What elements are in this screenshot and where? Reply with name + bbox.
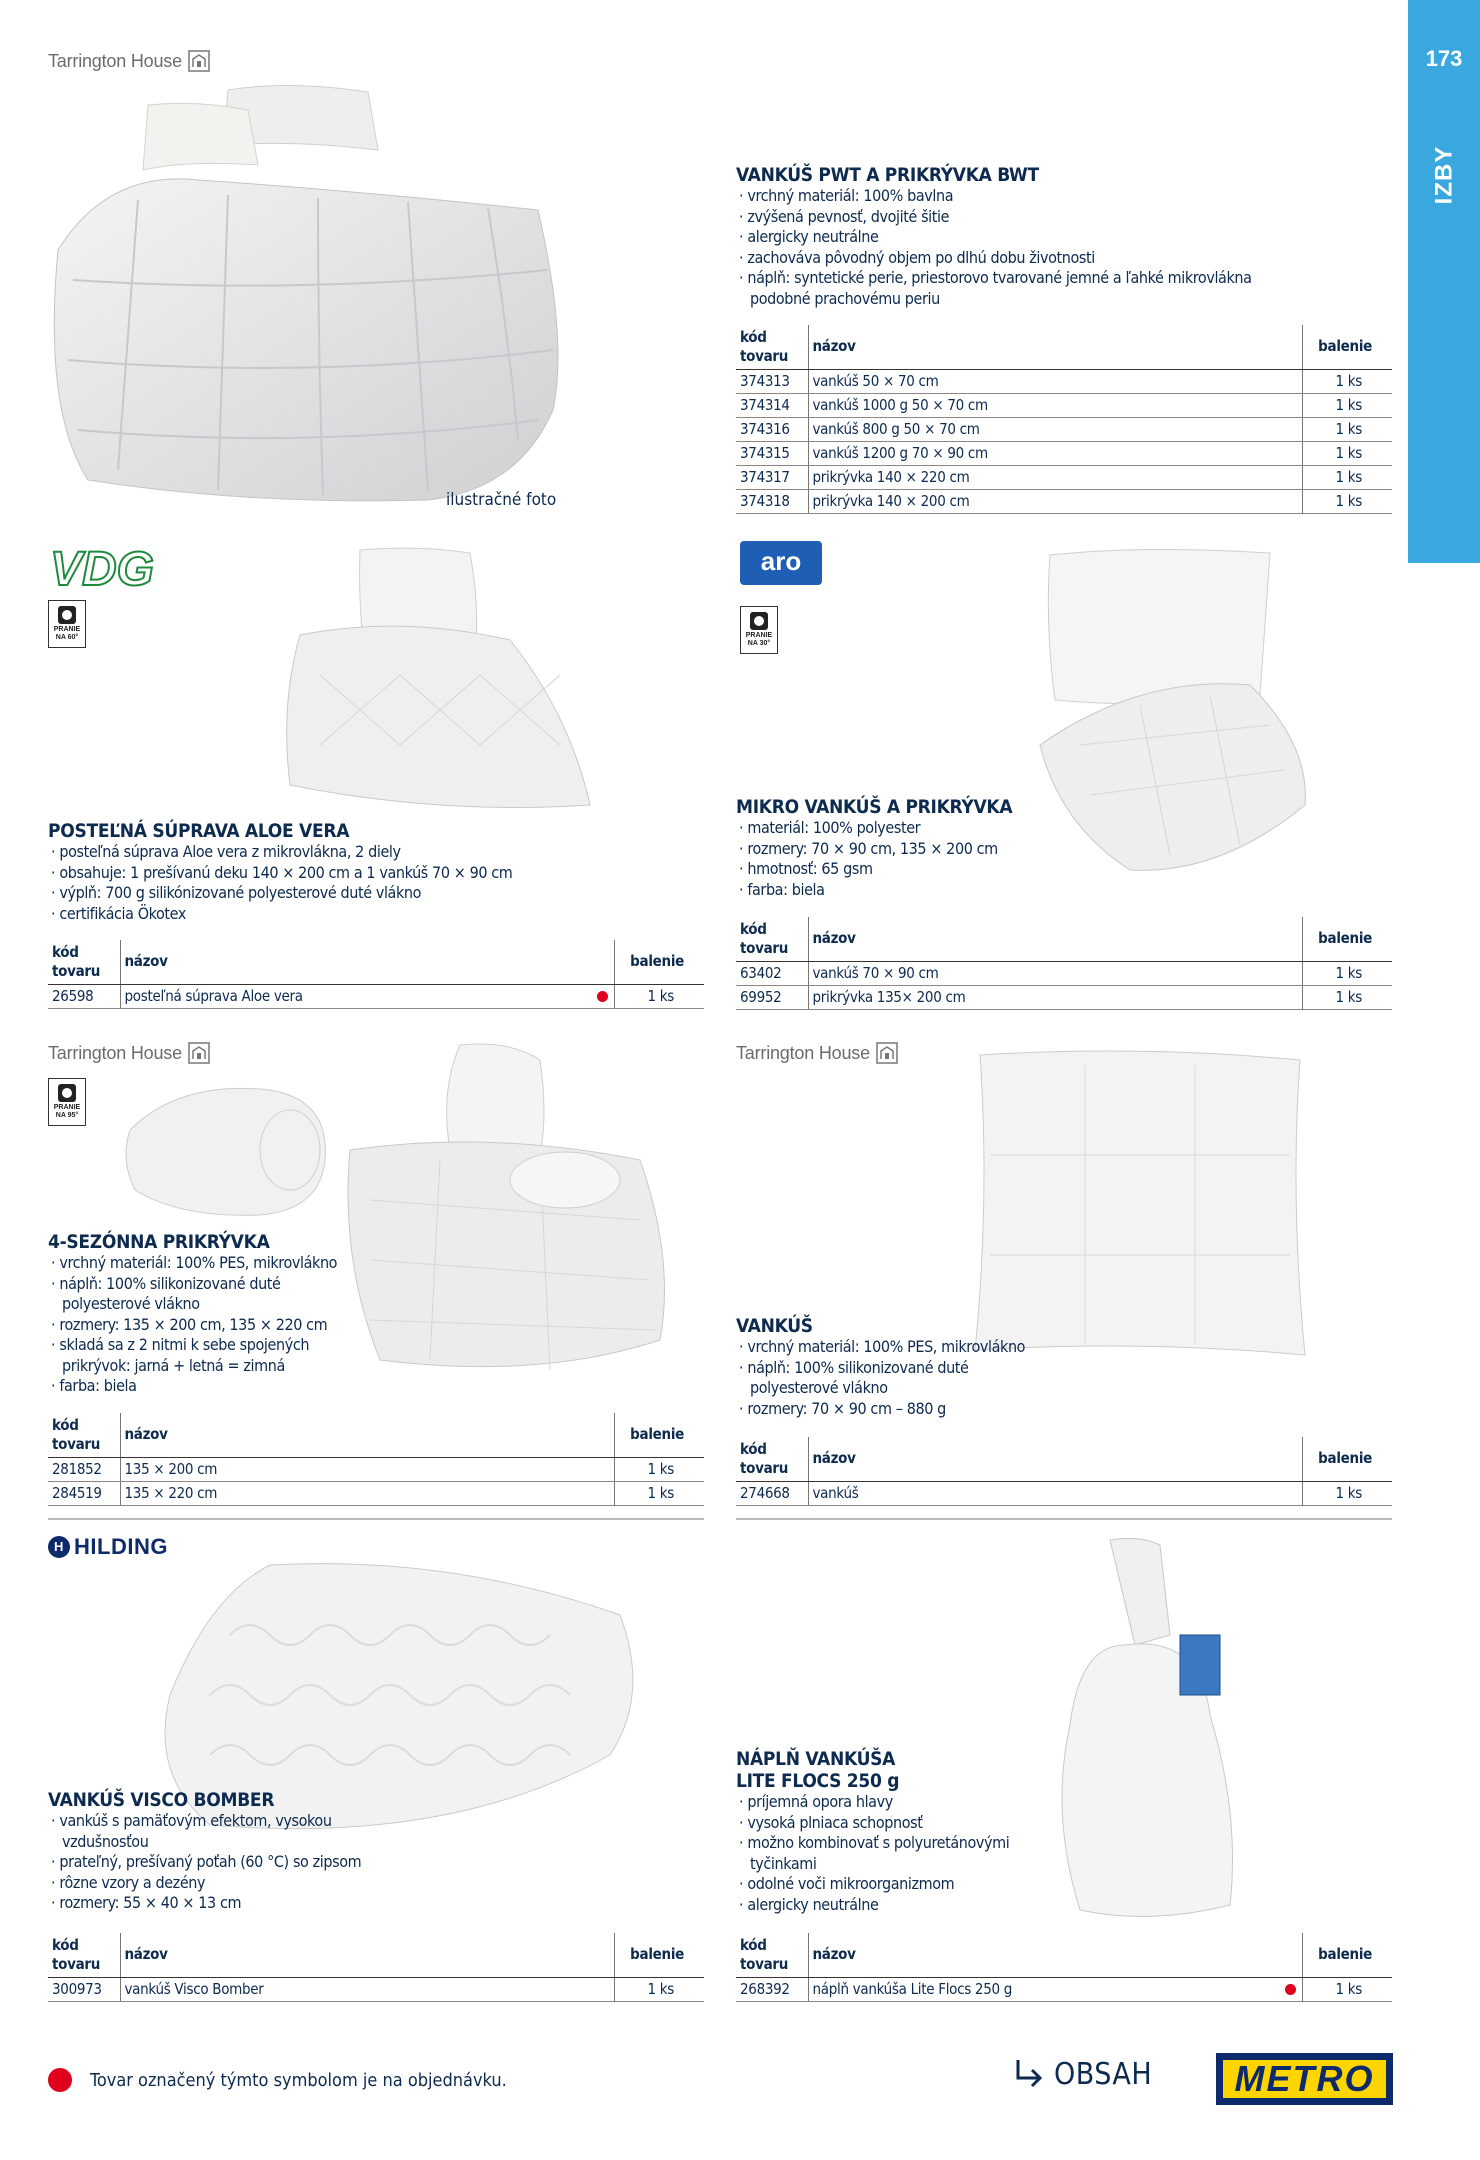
feature-item: · farba: biela <box>48 1376 348 1397</box>
col-pack: balenie <box>614 1933 704 1977</box>
cell-name: vankúš Visco Bomber <box>120 1977 614 2001</box>
feature-item: · alergicky neutrálne <box>736 227 1296 248</box>
feature-item: · rozmery: 55 × 40 × 13 cm <box>48 1893 368 1914</box>
cell-pack: 1 ks <box>614 1457 704 1481</box>
table-row <box>736 393 1392 417</box>
feature-item: · vrchný materiál: 100% bavlna <box>736 186 1296 207</box>
table-header-row <box>48 940 704 984</box>
order-marker <box>1280 1977 1302 2001</box>
table-row <box>736 489 1392 513</box>
cell-name: prikrývka 140 × 200 cm <box>808 489 1302 513</box>
washing-icon <box>58 1084 76 1102</box>
divider <box>48 1518 704 1520</box>
table-row <box>736 961 1392 985</box>
col-pack: balenie <box>614 1413 704 1457</box>
table-row <box>48 1457 704 1481</box>
cell-pack: 1 ks <box>1302 393 1392 417</box>
col-code: kód tovaru <box>736 1437 808 1481</box>
aloe-vera-set-photo <box>280 545 600 815</box>
col-code: kód tovaru <box>736 325 808 369</box>
product-title: VANKÚŠ VISCO BOMBER <box>48 1789 275 1811</box>
feature-list <box>48 842 688 924</box>
product-title: VANKÚŠ <box>736 1315 813 1337</box>
col-name: názov <box>120 940 592 984</box>
cell-code: 300973 <box>48 1977 120 2001</box>
cell-name: vankúš 50 × 70 cm <box>808 369 1302 393</box>
feature-item: · náplň: 100% silikonizované duté polyesterové vlákno <box>48 1274 348 1315</box>
order-note <box>48 2068 507 2092</box>
cell-code: 374314 <box>736 393 808 417</box>
hilding-emblem-icon: H <box>48 1536 70 1558</box>
col-code: kód tovaru <box>48 1933 120 1977</box>
col-pack: balenie <box>1302 325 1392 369</box>
table-header-row <box>736 1437 1392 1481</box>
product-title: POSTEĽNÁ SÚPRAVA ALOE VERA <box>48 820 350 842</box>
col-order <box>1280 1933 1302 1977</box>
four-season-duvet-photo <box>340 1040 680 1380</box>
table-header-row <box>48 1933 704 1977</box>
product-title: NÁPLŇ VANKÚŠA LITE FLOCS 250 g <box>736 1748 900 1792</box>
product-table <box>48 940 704 1009</box>
feature-item: · výplň: 700 g silikónizované polyesterové duté vlákno <box>48 883 688 904</box>
house-icon <box>188 50 210 72</box>
table-row <box>736 441 1392 465</box>
feature-list <box>48 1253 348 1397</box>
cell-pack: 1 ks <box>614 1481 704 1505</box>
feature-item: · skladá sa z 2 nitmi k sebe spojených prikrývok: jarná + letná = zimná <box>48 1335 348 1376</box>
brand-tarrington-house: Tarrington House <box>48 50 210 72</box>
product-table <box>48 1413 704 1506</box>
feature-list <box>48 1811 368 1914</box>
cell-pack: 1 ks <box>1302 489 1392 513</box>
col-pack: balenie <box>1302 1437 1392 1481</box>
cell-name: vankúš 1200 g 70 × 90 cm <box>808 441 1302 465</box>
cell-name: vankúš <box>808 1481 1302 1505</box>
cell-pack: 1 ks <box>1302 961 1392 985</box>
product-table <box>736 917 1392 1010</box>
feature-list <box>736 186 1296 309</box>
wash-30-badge: PRANIE NA 30° <box>740 606 778 654</box>
cell-code: 374317 <box>736 465 808 489</box>
cell-pack: 1 ks <box>1302 369 1392 393</box>
cell-name: posteľná súprava Aloe vera <box>120 984 592 1008</box>
duvet-set-photo <box>48 80 568 510</box>
product-title: VANKÚŠ PWT A PRIKRÝVKA BWT <box>736 164 1039 186</box>
aro-logo: aro <box>740 541 822 585</box>
col-name: názov <box>808 1437 1302 1481</box>
feature-item: · možno kombinovať s polyuretánovými tyčinkami <box>736 1833 1036 1874</box>
feature-item: · náplň: 100% silikonizované duté polyesterové vlákno <box>736 1358 1036 1399</box>
cell-name: vankúš 70 × 90 cm <box>808 961 1302 985</box>
cell-pack: 1 ks <box>1302 1977 1392 2001</box>
contents-link[interactable]: OBSAH <box>1012 2056 1152 2092</box>
product-title: 4-SEZÓNNA PRIKRÝVKA <box>48 1231 270 1253</box>
feature-item: · alergicky neutrálne <box>736 1895 1036 1916</box>
col-order <box>592 940 614 984</box>
cell-code: 374315 <box>736 441 808 465</box>
table-row <box>736 1977 1392 2001</box>
col-name: názov <box>808 325 1302 369</box>
feature-item: · príjemná opora hlavy <box>736 1792 1036 1813</box>
feature-item: · rozmery: 70 × 90 cm, 135 × 200 cm <box>736 839 1036 860</box>
col-pack: balenie <box>614 940 704 984</box>
cell-code: 374313 <box>736 369 808 393</box>
feature-item: · rozmery: 70 × 90 cm – 880 g <box>736 1399 1036 1420</box>
feature-item: · zachováva pôvodný objem po dlhú dobu životnosti <box>736 248 1296 269</box>
order-marker <box>592 984 614 1008</box>
order-note-text: Tovar označený týmto symbolom je na objednávku. <box>90 2069 507 2091</box>
wash-60-badge: PRANIE NA 60° <box>48 600 86 648</box>
col-code: kód tovaru <box>736 1933 808 1977</box>
table-row <box>48 984 704 1008</box>
pillow-photo <box>970 1050 1310 1360</box>
cell-code: 284519 <box>48 1481 120 1505</box>
cell-name: prikrývka 140 × 220 cm <box>808 465 1302 489</box>
col-code: kód tovaru <box>736 917 808 961</box>
cell-name: prikrývka 135× 200 cm <box>808 985 1302 1009</box>
product-table <box>48 1933 704 2002</box>
svg-text:VDG: VDG <box>50 543 155 593</box>
table-row <box>736 369 1392 393</box>
col-name: názov <box>808 917 1302 961</box>
col-name: názov <box>808 1933 1280 1977</box>
cell-pack: 1 ks <box>1302 1481 1392 1505</box>
section-label: IZBY <box>1430 145 1458 205</box>
order-dot-icon <box>597 991 608 1002</box>
cell-code: 374316 <box>736 417 808 441</box>
col-name: názov <box>120 1933 614 1977</box>
house-icon <box>876 1042 898 1064</box>
product-table <box>736 1933 1392 2002</box>
divider <box>736 1518 1392 1520</box>
section-tab <box>1408 0 1480 563</box>
feature-item: · vrchný materiál: 100% PES, mikrovlákno <box>736 1337 1036 1358</box>
feature-item: · materiál: 100% polyester <box>736 818 1036 839</box>
cell-pack: 1 ks <box>1302 441 1392 465</box>
cell-code: 63402 <box>736 961 808 985</box>
table-row <box>736 985 1392 1009</box>
feature-list <box>736 818 1036 900</box>
wash-95-badge: PRANIE NA 95° <box>48 1078 86 1126</box>
col-pack: balenie <box>1302 917 1392 961</box>
table-header-row <box>736 917 1392 961</box>
feature-item: · certifikácia Ökotex <box>48 904 688 925</box>
table-row <box>48 1977 704 2001</box>
feature-item: · vysoká plniaca schopnosť <box>736 1813 1036 1834</box>
brand-tarrington-house: Tarrington House <box>48 1042 210 1064</box>
cell-code: 26598 <box>48 984 120 1008</box>
feature-item: · rozmery: 135 × 200 cm, 135 × 220 cm <box>48 1315 348 1336</box>
feature-item: · farba: biela <box>736 880 1036 901</box>
feature-list <box>736 1792 1036 1915</box>
house-icon <box>188 1042 210 1064</box>
page-number: 173 <box>1425 46 1463 71</box>
washing-icon <box>58 606 76 624</box>
product-title: MIKRO VANKÚŠ A PRIKRÝVKA <box>736 796 1013 818</box>
feature-item: · vankúš s pamäťovým efektom, vysokou vzdušnosťou <box>48 1811 368 1852</box>
cell-code: 69952 <box>736 985 808 1009</box>
cell-code: 274668 <box>736 1481 808 1505</box>
micro-pillow-duvet-photo <box>1020 545 1320 875</box>
washing-icon <box>750 612 768 630</box>
table-row <box>48 1481 704 1505</box>
cell-pack: 1 ks <box>1302 465 1392 489</box>
pillow-filling-bag-photo <box>1050 1535 1250 1920</box>
cell-name: vankúš 1000 g 50 × 70 cm <box>808 393 1302 417</box>
feature-item: · prateľný, prešívaný poťah (60 °C) so zipsom <box>48 1852 368 1873</box>
col-code: kód tovaru <box>48 1413 120 1457</box>
feature-item: · rôzne vzory a dezény <box>48 1873 368 1894</box>
order-dot-icon <box>1285 1984 1296 1995</box>
feature-item: · zvýšená pevnosť, dvojité šitie <box>736 207 1296 228</box>
cell-pack: 1 ks <box>1302 985 1392 1009</box>
table-header-row <box>736 1933 1392 1977</box>
metro-logo: METRO <box>1216 2053 1393 2105</box>
table-header-row <box>736 325 1392 369</box>
feature-item: · posteľná súprava Aloe vera z mikrovlákna, 2 diely <box>48 842 688 863</box>
return-arrow-icon <box>1012 2056 1048 2092</box>
col-pack: balenie <box>1302 1933 1392 1977</box>
order-dot-icon <box>48 2068 72 2092</box>
table-row <box>736 1481 1392 1505</box>
cell-name: 135 × 200 cm <box>120 1457 614 1481</box>
cell-pack: 1 ks <box>614 1977 704 2001</box>
feature-item: · náplň: syntetické perie, priestorovo tvarované jemné a ľahké mikrovlákna podobné prachovému periu <box>736 268 1296 309</box>
cell-pack: 1 ks <box>1302 417 1392 441</box>
table-row <box>736 465 1392 489</box>
feature-item: · hmotnosť: 65 gsm <box>736 859 1036 880</box>
product-table <box>736 325 1392 514</box>
rolled-duvet-photo <box>120 1070 340 1220</box>
vdg-logo <box>48 543 170 593</box>
feature-item: · vrchný materiál: 100% PES, mikrovlákno <box>48 1253 348 1274</box>
illustration-caption: ilustračné foto <box>446 490 557 510</box>
cell-name: vankúš 800 g 50 × 70 cm <box>808 417 1302 441</box>
feature-item: · obsahuje: 1 prešívanú deku 140 × 200 cm a 1 vankúš 70 × 90 cm <box>48 863 688 884</box>
col-code: kód tovaru <box>48 940 120 984</box>
feature-item: · odolné voči mikroorganizmom <box>736 1874 1036 1895</box>
cell-code: 374318 <box>736 489 808 513</box>
table-header-row <box>48 1413 704 1457</box>
col-name: názov <box>120 1413 614 1457</box>
cell-code: 281852 <box>48 1457 120 1481</box>
product-table <box>736 1437 1392 1506</box>
hilding-logo: H HILDING <box>48 1534 168 1560</box>
cell-pack: 1 ks <box>614 984 704 1008</box>
brand-tarrington-house: Tarrington House <box>736 1042 898 1064</box>
table-row <box>736 417 1392 441</box>
cell-name: náplň vankúša Lite Flocs 250 g <box>808 1977 1280 2001</box>
cell-name: 135 × 220 cm <box>120 1481 614 1505</box>
feature-list <box>736 1337 1036 1419</box>
cell-code: 268392 <box>736 1977 808 2001</box>
